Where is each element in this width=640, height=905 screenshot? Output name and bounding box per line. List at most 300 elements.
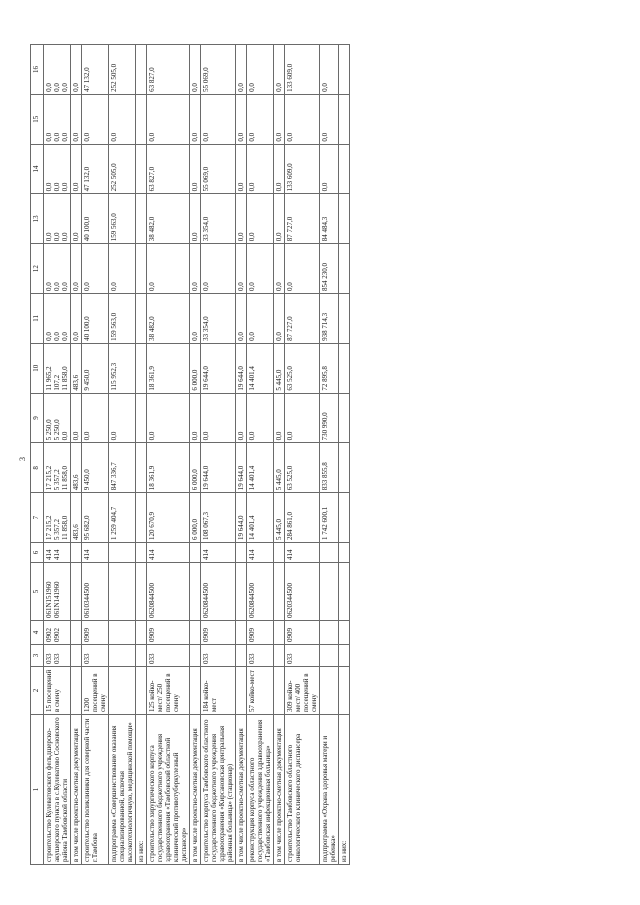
- cell-n16: [190, 45, 201, 95]
- cell-n7: [236, 493, 247, 543]
- cell-c6: [82, 543, 109, 563]
- cell-value: 0,0: [148, 431, 156, 441]
- cell-c4: [201, 621, 236, 645]
- cell-n14: [339, 144, 350, 194]
- cell-n13: [339, 194, 350, 244]
- row-capacity: [109, 667, 136, 715]
- cell-value: 0909: [202, 628, 210, 642]
- cell-n8: [320, 443, 339, 493]
- cell-n9: [247, 393, 274, 443]
- cell-n12: [274, 244, 285, 294]
- cell-n14: [147, 144, 190, 194]
- cell-value: 0,0: [237, 332, 245, 341]
- cell-n16: [44, 45, 71, 95]
- cell-c4: [71, 621, 82, 645]
- column-header-3: 3: [31, 645, 44, 667]
- cell-c5: [320, 563, 339, 621]
- cell-n7: [82, 493, 109, 543]
- column-header-7: 7: [31, 493, 44, 543]
- table-row: [201, 45, 236, 865]
- row-description: в том числе проектно-сметная документация: [236, 715, 247, 865]
- cell-value: 133 609,0: [286, 63, 294, 92]
- table-row: [247, 45, 274, 865]
- table-row: [82, 45, 109, 865]
- cell-c6: [136, 543, 147, 563]
- cell-n9: [201, 393, 236, 443]
- cell-value: 0,0: [45, 132, 53, 142]
- cell-n15: [82, 94, 109, 144]
- cell-c4: [190, 621, 201, 645]
- cell-n10: [190, 343, 201, 393]
- cell-value: 0,0: [275, 332, 283, 341]
- cell-value: 72 895,8: [321, 366, 329, 391]
- row-description: реконструкция корпуса областного государственного учреждения здравоохранения «Тамбовская инфекционная больница»: [247, 715, 274, 865]
- cell-value: 19 644,0: [202, 366, 210, 391]
- cell-n13: [147, 194, 190, 244]
- column-header-16: 16: [31, 45, 44, 95]
- cell-c6: [147, 543, 190, 563]
- cell-c5: [274, 563, 285, 621]
- cell-n7: [339, 493, 350, 543]
- cell-value: 6 000,0: [191, 469, 199, 491]
- cell-n13: [71, 194, 82, 244]
- cell-n15: [44, 94, 71, 144]
- row-description: в том числе проектно-сметная документация: [190, 715, 201, 865]
- cell-c5: [147, 563, 190, 621]
- cell-c5: [82, 563, 109, 621]
- cell-n8: [71, 443, 82, 493]
- cell-value: 0,0: [45, 182, 53, 192]
- cell-value: 107,2: [53, 374, 61, 391]
- cell-n7: [44, 493, 71, 543]
- cell-value: 0,0: [72, 182, 80, 192]
- cell-n15: [320, 94, 339, 144]
- cell-n12: [44, 244, 71, 294]
- row-capacity: [190, 667, 201, 715]
- cell-value: 033: [248, 653, 256, 664]
- cell-n8: [285, 443, 320, 493]
- cell-c5: [285, 563, 320, 621]
- column-header-4: 4: [31, 621, 44, 645]
- cell-n11: [285, 294, 320, 344]
- cell-c4: [136, 621, 147, 645]
- cell-value: 0,0: [191, 232, 199, 242]
- column-header-10: 10: [31, 343, 44, 393]
- table-row: [285, 45, 320, 865]
- cell-n9: [236, 393, 247, 443]
- cell-value: 414: [202, 549, 210, 560]
- cell-value: 0,0: [248, 431, 256, 441]
- row-capacity: [274, 667, 285, 715]
- cell-value: 0610344500: [83, 583, 91, 618]
- cell-value: 0,0: [53, 182, 61, 192]
- row-description: из них:: [136, 715, 147, 865]
- cell-n11: [71, 294, 82, 344]
- cell-n11: [201, 294, 236, 344]
- cell-n9: [109, 393, 136, 443]
- cell-value: 18 361,9: [148, 366, 156, 391]
- column-header-12: 12: [31, 244, 44, 294]
- cell-n9: [71, 393, 82, 443]
- cell-value: 0,0: [248, 232, 256, 242]
- cell-value: 483,6: [72, 474, 80, 491]
- cell-value: 0,0: [61, 83, 69, 92]
- cell-n9: [82, 393, 109, 443]
- cell-value: 17 215,2: [45, 515, 53, 540]
- cell-n11: [82, 294, 109, 344]
- cell-n13: [274, 194, 285, 244]
- cell-value: 11 965,2: [45, 366, 53, 391]
- cell-value: 0,0: [275, 132, 283, 142]
- cell-value: 6 000,0: [191, 369, 199, 391]
- cell-value: 0,0: [72, 83, 80, 92]
- cell-value: 033: [202, 653, 210, 664]
- cell-c6: [71, 543, 82, 563]
- cell-n10: [285, 343, 320, 393]
- cell-n8: [109, 443, 136, 493]
- cell-n16: [201, 45, 236, 95]
- cell-n12: [320, 244, 339, 294]
- cell-value: 414: [286, 549, 294, 560]
- cell-value: 0,0: [53, 282, 61, 292]
- cell-n16: [247, 45, 274, 95]
- table-row: [339, 45, 350, 865]
- row-capacity: 184 койко-мест: [201, 667, 236, 715]
- cell-value: 252 505,0: [110, 63, 118, 92]
- cell-c3: [136, 645, 147, 667]
- cell-value: 0,0: [45, 83, 53, 92]
- row-description: из них:: [339, 715, 350, 865]
- table-row: [44, 45, 71, 865]
- cell-c5: [44, 563, 71, 621]
- cell-n9: [339, 393, 350, 443]
- cell-value: 14 401,4: [248, 515, 256, 540]
- cell-value: 0,0: [191, 182, 199, 192]
- cell-value: 159 563,0: [110, 213, 118, 242]
- cell-n11: [320, 294, 339, 344]
- cell-n14: [247, 144, 274, 194]
- cell-value: 55 069,0: [202, 67, 210, 92]
- row-capacity: 1200 посещений в смену: [82, 667, 109, 715]
- cell-c3: [82, 645, 109, 667]
- cell-n12: [109, 244, 136, 294]
- cell-c6: [236, 543, 247, 563]
- cell-c4: [236, 621, 247, 645]
- cell-n15: [236, 94, 247, 144]
- cell-value: 0,0: [72, 332, 80, 341]
- cell-c4: [285, 621, 320, 645]
- cell-n9: [320, 393, 339, 443]
- cell-n7: [136, 493, 147, 543]
- cell-value: 414: [83, 549, 91, 560]
- cell-value: 0909: [286, 628, 294, 642]
- cell-n15: [247, 94, 274, 144]
- cell-c3: [147, 645, 190, 667]
- cell-value: 0620844500: [202, 583, 210, 618]
- row-capacity: 125 койко-мест/ 250 посещений в смену: [147, 667, 190, 715]
- cell-value: 40 100,0: [83, 216, 91, 242]
- table-header-row: [31, 45, 44, 865]
- cell-value: 033: [53, 653, 61, 664]
- cell-value: 47 132,0: [83, 166, 91, 192]
- cell-value: 0,0: [237, 182, 245, 192]
- cell-value: 0,0: [286, 431, 294, 441]
- row-description: строительство хирургического корпуса государственного бюджетного учреждения здравоохранения «Тамбовский областной клинический противотуберкулезный диспансер»: [147, 715, 190, 865]
- cell-value: 0,0: [248, 132, 256, 142]
- cell-value: 5 357,2: [53, 519, 61, 540]
- cell-n12: [82, 244, 109, 294]
- cell-n8: [190, 443, 201, 493]
- cell-value: 19 644,0: [237, 366, 245, 391]
- cell-n14: [274, 144, 285, 194]
- cell-n8: [201, 443, 236, 493]
- cell-c4: [339, 621, 350, 645]
- row-capacity: [320, 667, 339, 715]
- cell-n11: [109, 294, 136, 344]
- cell-value: 33 354,0: [202, 216, 210, 242]
- cell-n14: [44, 144, 71, 194]
- cell-n10: [71, 343, 82, 393]
- column-header-15: 15: [31, 94, 44, 144]
- cell-value: 033: [83, 653, 91, 664]
- cell-n14: [136, 144, 147, 194]
- cell-n13: [236, 194, 247, 244]
- row-description: строительство поликлиники для северной части г.Тамбова: [82, 715, 109, 865]
- column-header-9: 9: [31, 393, 44, 443]
- cell-value: 0620844500: [248, 583, 256, 618]
- cell-n10: [147, 343, 190, 393]
- cell-value: 19 644,0: [237, 465, 245, 491]
- cell-n12: [247, 244, 274, 294]
- cell-n12: [190, 244, 201, 294]
- cell-n14: [201, 144, 236, 194]
- row-capacity: 15 посещений в смену: [44, 667, 71, 715]
- cell-value: 87 727,0: [286, 316, 294, 341]
- cell-n8: [247, 443, 274, 493]
- cell-c4: [44, 621, 71, 645]
- cell-value: 0,0: [45, 232, 53, 242]
- cell-n14: [82, 144, 109, 194]
- cell-n8: [82, 443, 109, 493]
- cell-n15: [71, 94, 82, 144]
- cell-value: 0,0: [275, 282, 283, 292]
- cell-value: 0909: [248, 628, 256, 642]
- cell-value: 0,0: [202, 282, 210, 292]
- cell-value: 115 952,3: [110, 362, 118, 391]
- cell-n16: [339, 45, 350, 95]
- cell-c6: [44, 543, 71, 563]
- cell-n16: [82, 45, 109, 95]
- cell-n14: [109, 144, 136, 194]
- cell-n11: [247, 294, 274, 344]
- cell-n14: [71, 144, 82, 194]
- cell-c6: [274, 543, 285, 563]
- cell-n11: [274, 294, 285, 344]
- cell-value: 833 855,8: [321, 462, 329, 491]
- cell-c4: [82, 621, 109, 645]
- cell-value: 0,0: [237, 282, 245, 292]
- cell-value: 0,0: [72, 431, 80, 441]
- cell-n12: [71, 244, 82, 294]
- cell-n8: [236, 443, 247, 493]
- cell-n13: [44, 194, 71, 244]
- cell-value: 0,0: [286, 282, 294, 292]
- cell-value: 730 990,0: [321, 412, 329, 441]
- cell-n10: [201, 343, 236, 393]
- cell-value: 0,0: [202, 431, 210, 441]
- cell-value: 0909: [148, 628, 156, 642]
- row-description: в том числе проектно-сметная документация: [71, 715, 82, 865]
- cell-c3: [109, 645, 136, 667]
- cell-n13: [201, 194, 236, 244]
- cell-value: 47 132,0: [83, 67, 91, 92]
- cell-value: 0,0: [45, 282, 53, 292]
- cell-n8: [44, 443, 71, 493]
- cell-value: 0,0: [191, 431, 199, 441]
- cell-value: 19 644,0: [237, 515, 245, 540]
- cell-n13: [320, 194, 339, 244]
- cell-value: 0,0: [321, 132, 329, 142]
- cell-n7: [109, 493, 136, 543]
- cell-value: 63 827,0: [148, 166, 156, 192]
- cell-c5: [236, 563, 247, 621]
- cell-value: 033: [148, 653, 156, 664]
- cell-n12: [236, 244, 247, 294]
- cell-value: 0,0: [72, 282, 80, 292]
- table-row: [320, 45, 339, 865]
- cell-value: 0,0: [237, 83, 245, 92]
- budget-table: [30, 44, 350, 865]
- cell-n7: [71, 493, 82, 543]
- row-capacity: 57 койко-мест: [247, 667, 274, 715]
- cell-value: 0,0: [110, 431, 118, 441]
- cell-value: 0,0: [53, 232, 61, 242]
- cell-n13: [285, 194, 320, 244]
- cell-value: 5 445,0: [275, 369, 283, 391]
- cell-c3: [190, 645, 201, 667]
- cell-n15: [190, 94, 201, 144]
- cell-value: 0,0: [248, 83, 256, 92]
- cell-value: 0902: [45, 628, 53, 642]
- cell-value: 854 230,0: [321, 263, 329, 292]
- cell-n10: [109, 343, 136, 393]
- cell-c5: [339, 563, 350, 621]
- cell-n15: [201, 94, 236, 144]
- cell-value: 11 858,0: [61, 515, 69, 540]
- cell-value: 0,0: [53, 132, 61, 142]
- table-row: [190, 45, 201, 865]
- cell-n9: [274, 393, 285, 443]
- cell-n11: [190, 294, 201, 344]
- cell-value: 5 250,0: [53, 419, 61, 441]
- cell-n10: [44, 343, 71, 393]
- cell-c6: [201, 543, 236, 563]
- table-row: [71, 45, 82, 865]
- cell-c5: [247, 563, 274, 621]
- cell-c3: [285, 645, 320, 667]
- row-description: подпрограмма «Охрана здоровья матери и ребенка»: [320, 715, 339, 865]
- cell-n15: [285, 94, 320, 144]
- cell-n8: [136, 443, 147, 493]
- cell-value: 5 445,0: [275, 469, 283, 491]
- cell-value: 159 563,0: [110, 312, 118, 341]
- cell-n16: [320, 45, 339, 95]
- cell-c6: [109, 543, 136, 563]
- cell-c6: [339, 543, 350, 563]
- cell-value: 19 644,0: [202, 465, 210, 491]
- cell-value: 938 714,3: [321, 312, 329, 341]
- cell-value: 63 827,0: [148, 67, 156, 92]
- cell-value: 87 727,0: [286, 216, 294, 242]
- cell-value: 0,0: [83, 431, 91, 441]
- column-header-8: 8: [31, 443, 44, 493]
- page-number: 3: [18, 457, 27, 461]
- cell-c3: [44, 645, 71, 667]
- cell-value: 0,0: [53, 332, 61, 341]
- cell-value: 0,0: [321, 83, 329, 92]
- cell-n10: [236, 343, 247, 393]
- cell-n8: [339, 443, 350, 493]
- cell-n12: [339, 244, 350, 294]
- cell-value: 0,0: [45, 332, 53, 341]
- cell-value: 284 861,0: [286, 512, 294, 540]
- cell-value: 5 357,2: [53, 469, 61, 491]
- cell-value: 414: [148, 549, 156, 560]
- cell-value: 0,0: [286, 132, 294, 142]
- cell-c3: [339, 645, 350, 667]
- cell-c3: [320, 645, 339, 667]
- cell-value: 63 525,0: [286, 366, 294, 391]
- cell-n16: [274, 45, 285, 95]
- row-capacity: [339, 667, 350, 715]
- cell-value: 0,0: [248, 182, 256, 192]
- row-capacity: 309 койко-мест/ 400 посещений в смену: [285, 667, 320, 715]
- cell-value: 0,0: [275, 232, 283, 242]
- cell-c6: [247, 543, 274, 563]
- column-header-1: 1: [31, 715, 44, 865]
- cell-c3: [247, 645, 274, 667]
- row-description: строительство Тамбовского областного онкологического клинического диспансера: [285, 715, 320, 865]
- cell-c4: [147, 621, 190, 645]
- cell-n16: [71, 45, 82, 95]
- cell-n16: [136, 45, 147, 95]
- cell-value: 17 215,2: [45, 465, 53, 491]
- row-description: подпрограмма «Совершенствование оказания специализированной, включая высокотехнологичную, медицинской помощи»: [109, 715, 136, 865]
- cell-c3: [274, 645, 285, 667]
- cell-n16: [109, 45, 136, 95]
- row-description: строительство корпуса Тамбовского областного государственного бюджетного учреждения здравоохранения «Кирсановская центральная районная больница» (стационар): [201, 715, 236, 865]
- cell-value: 6 000,0: [191, 519, 199, 540]
- cell-n15: [274, 94, 285, 144]
- cell-value: 55 069,0: [202, 166, 210, 192]
- cell-value: 483,6: [72, 524, 80, 540]
- cell-value: 133 609,0: [286, 163, 294, 192]
- cell-value: 0,0: [202, 132, 210, 142]
- cell-n7: [247, 493, 274, 543]
- rotated-sheet: [18, 45, 620, 865]
- cell-value: 0,0: [61, 431, 69, 441]
- cell-value: 11 858,0: [61, 465, 69, 491]
- cell-n8: [274, 443, 285, 493]
- cell-n7: [147, 493, 190, 543]
- column-header-6: 6: [31, 543, 44, 563]
- row-capacity: [136, 667, 147, 715]
- cell-n13: [190, 194, 201, 244]
- table-row: [274, 45, 285, 865]
- cell-value: 0,0: [237, 232, 245, 242]
- cell-value: 0,0: [148, 132, 156, 142]
- cell-value: 0,0: [248, 282, 256, 292]
